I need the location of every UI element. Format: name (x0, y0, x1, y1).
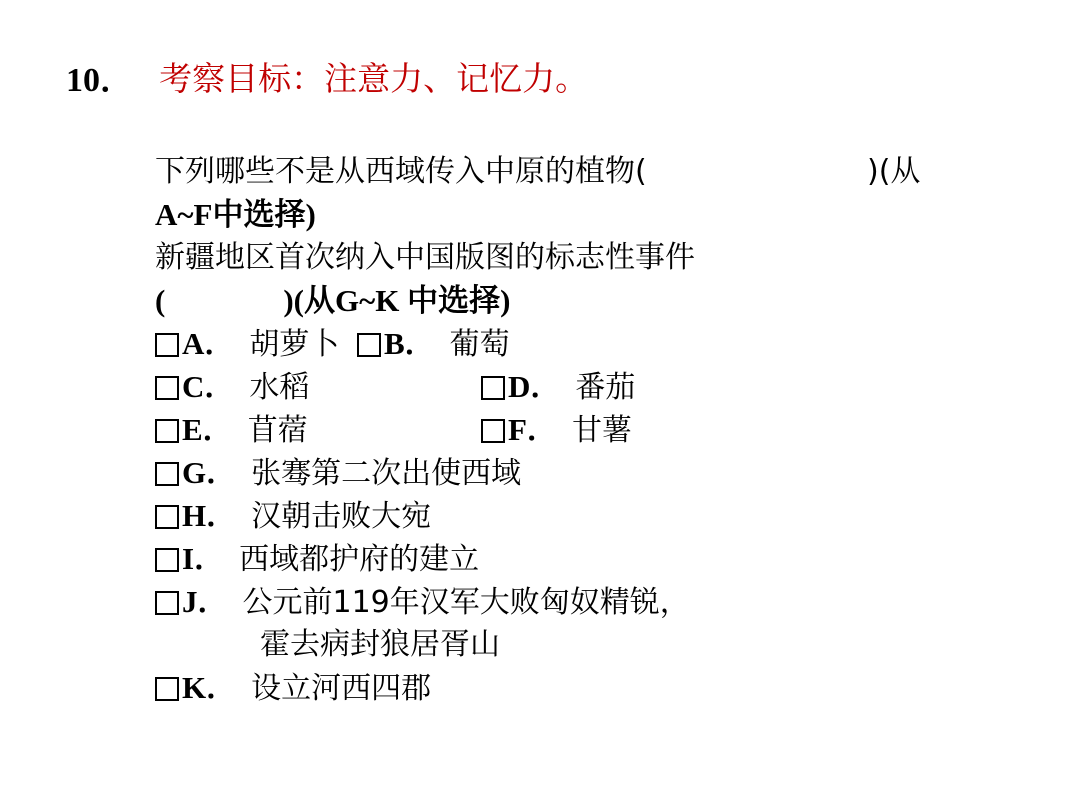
option-k[interactable]: K． 设立河西四郡 (155, 666, 431, 710)
question-number: 10． (66, 62, 134, 99)
checkbox-i[interactable] (155, 548, 179, 572)
option-f[interactable]: F． 甘薯 (481, 408, 632, 452)
option-j[interactable]: J． 公元前119年汉军大败匈奴精锐， (155, 580, 690, 624)
option-e[interactable]: E． 苜蓿 (155, 408, 308, 452)
prompt-line-4 (155, 279, 955, 322)
question-title: 考察目标：注意力、记忆力。 (159, 59, 589, 98)
option-row-g (155, 451, 955, 494)
option-row-i (155, 537, 955, 580)
checkbox-f[interactable] (481, 419, 505, 443)
checkbox-j[interactable] (155, 591, 179, 615)
option-c[interactable]: C． 水稻 (155, 365, 309, 409)
option-row-ef (155, 408, 955, 451)
checkbox-g[interactable] (155, 462, 179, 486)
option-row-j (155, 580, 955, 623)
prompt-2-text: 新疆地区首次纳入中国版图的标志性事件 (155, 240, 695, 275)
option-h[interactable]: H． 汉朝击败大宛 (155, 494, 431, 538)
option-a[interactable]: A． 胡萝卜 (155, 322, 339, 366)
checkbox-d[interactable] (481, 376, 505, 400)
prompt-line-2 (155, 193, 955, 236)
prompt-2-open: ( (155, 283, 166, 318)
question-header (66, 52, 588, 102)
checkbox-b[interactable] (357, 333, 381, 357)
prompt-line-1 (155, 150, 955, 193)
checkbox-a[interactable] (155, 333, 179, 357)
option-row-j-cont (155, 623, 955, 666)
checkbox-c[interactable] (155, 376, 179, 400)
prompt-1-text: 下列哪些不是从西域传入中原的植物( (155, 154, 647, 189)
option-d[interactable]: D． 番茄 (481, 365, 635, 409)
prompt-1-range: A~F中选择) (155, 197, 316, 232)
checkbox-e[interactable] (155, 419, 179, 443)
option-g[interactable]: G． 张骞第二次出使西域 (155, 451, 521, 495)
option-row-k (155, 666, 955, 709)
option-row-cd (155, 365, 955, 408)
question-body (155, 150, 955, 709)
option-j-text-2: 霍去病封狼居胥山 (260, 627, 500, 662)
option-i[interactable]: I． 西域都护府的建立 (155, 537, 479, 581)
prompt-1-tail: )(从 (867, 154, 921, 189)
option-row-h (155, 494, 955, 537)
option-row-ab (155, 322, 955, 365)
prompt-2-tail: )(从G~K 中选择) (283, 283, 511, 318)
prompt-line-3 (155, 236, 955, 279)
checkbox-h[interactable] (155, 505, 179, 529)
option-b[interactable]: B． 葡萄 (357, 322, 510, 366)
checkbox-k[interactable] (155, 677, 179, 701)
